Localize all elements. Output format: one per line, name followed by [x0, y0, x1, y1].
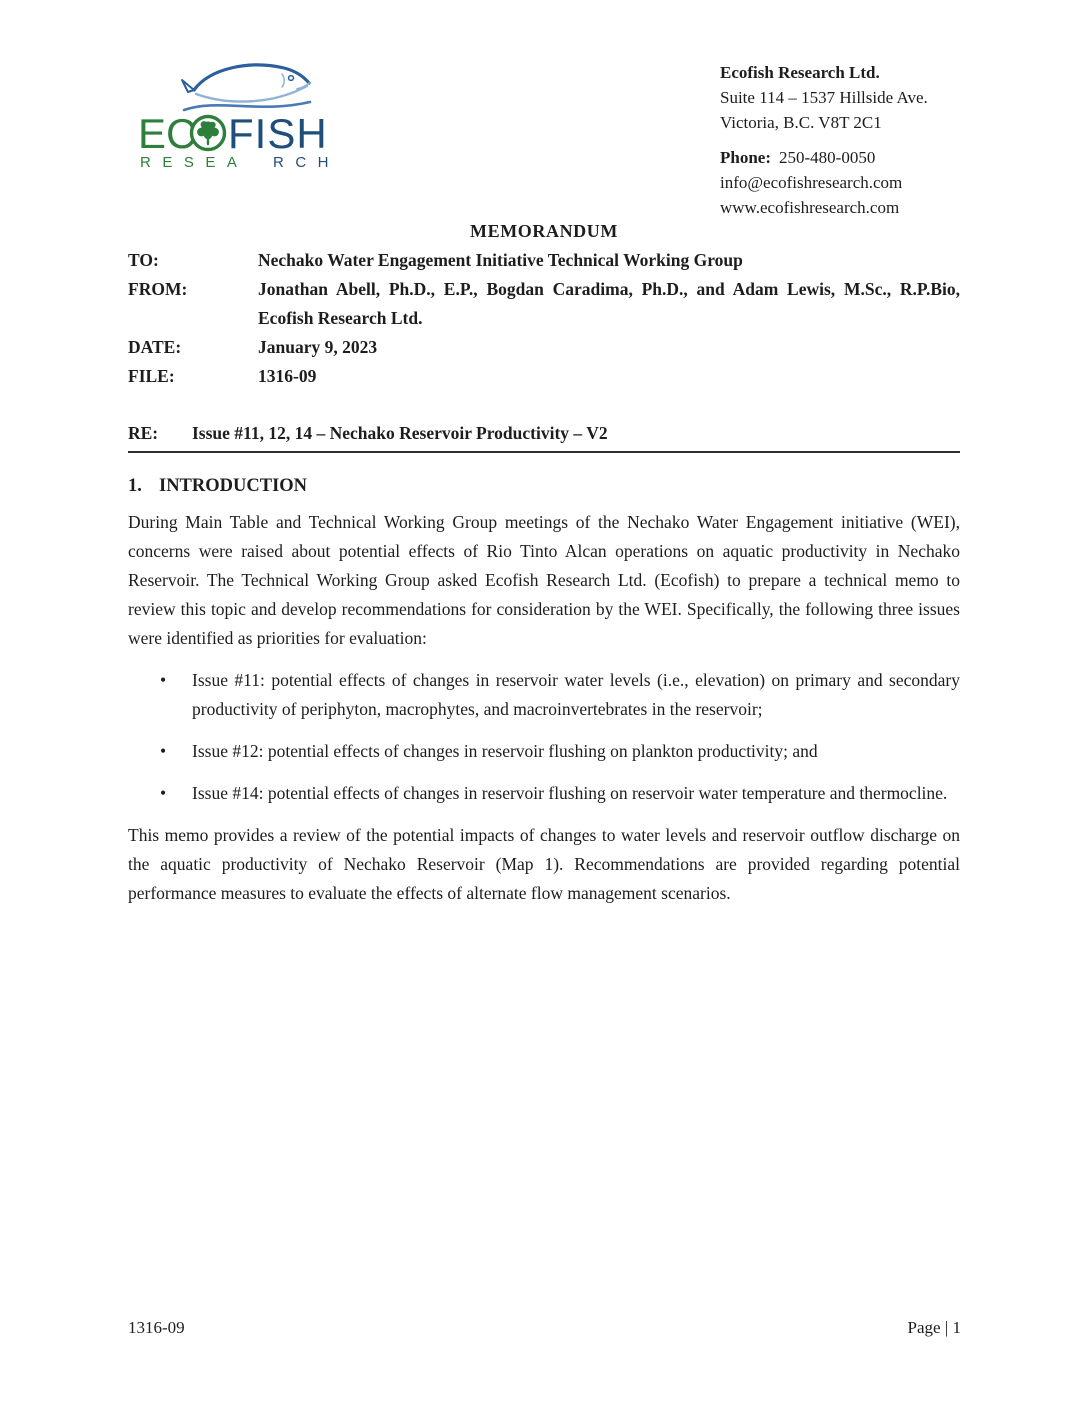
- field-value-to: Nechako Water Engagement Initiative Technical Working Group: [258, 250, 743, 270]
- ecofish-logo: [138, 52, 348, 172]
- phone-number: 250-480-0050: [779, 148, 876, 167]
- memo-content: [128, 217, 960, 908]
- bullet-icon: •: [160, 670, 167, 690]
- intro-paragraph: During Main Table and Technical Working Group meetings of the Nechako Water Engagement initiative (WEI), concerns were raised about potential effects of Rio Tinto Alcan operations on aquatic productivity in Nechako Reservoir. The Technical Working Group asked Ecofish Research Ltd. (Ecofish) to prepare a technical memo to review this topic and develop recommendations for consideration by the WEI. Specifically, the following three issues were identified as priorities for evaluation:: [128, 512, 960, 648]
- research-line: [140, 154, 340, 171]
- company-name: Ecofish Research Ltd.: [720, 63, 880, 82]
- memo-title: MEMORANDUM: [470, 221, 618, 241]
- address-line-1: Suite 114 – 1537 Hillside Ave.: [720, 88, 928, 107]
- field-row-from: [128, 275, 960, 333]
- footer-page-number: Page | 1: [907, 1318, 961, 1337]
- field-row-to: [128, 246, 960, 275]
- field-label-from: FROM:: [128, 279, 188, 299]
- field-value-date: January 9, 2023: [258, 337, 378, 357]
- list-item-text: Issue #12: potential effects of changes in reservoir flushing on plankton productivity; and: [192, 741, 818, 761]
- list-item-issue-12: [128, 737, 960, 766]
- page-footer: [128, 1318, 961, 1338]
- address-line-2: Victoria, B.C. V8T 2C1: [720, 113, 882, 132]
- footer-file-number: 1316-09: [128, 1318, 185, 1337]
- bullet-icon: •: [160, 783, 167, 803]
- field-label-date: DATE:: [128, 337, 182, 357]
- ecofish-logo-graphic: [138, 52, 348, 172]
- research-right: RCH: [273, 154, 340, 171]
- wordmark: [138, 110, 328, 157]
- contact-block: [720, 60, 928, 220]
- section-title: INTRODUCTION: [159, 476, 308, 496]
- re-label: RE:: [128, 423, 159, 443]
- research-left: RESEA: [140, 154, 249, 171]
- list-item-issue-11: [128, 666, 960, 724]
- field-row-file: [128, 362, 960, 391]
- fish-icon: [182, 65, 310, 110]
- list-item-text: Issue #11: potential effects of changes in reservoir water levels (i.e., elevation) on primary and secondary productivity of periphyton, macrophytes, and macroinvertebrates in the reservoir;: [192, 670, 960, 719]
- tree-icon: [192, 117, 225, 150]
- section-heading-introduction: [128, 471, 960, 501]
- phone-row: [720, 145, 928, 170]
- website-url: www.ecofishresearch.com: [720, 198, 900, 217]
- section-number: 1.: [128, 476, 142, 496]
- list-item-text: Issue #14: potential effects of changes in reservoir flushing on reservoir water temperature and thermocline.: [192, 783, 948, 803]
- wordmark-fish: FISH: [228, 110, 328, 157]
- wordmark-ec: EC: [138, 110, 197, 157]
- bullet-icon: •: [160, 741, 167, 761]
- phone-label: Phone:: [720, 148, 771, 167]
- memo-fields: [128, 246, 960, 391]
- field-row-date: [128, 333, 960, 362]
- field-label-to: TO:: [128, 250, 159, 270]
- re-subject-row: [128, 419, 960, 453]
- re-subject: Issue #11, 12, 14 – Nechako Reservoir Productivity – V2: [192, 423, 608, 443]
- email-address: info@ecofishresearch.com: [720, 173, 903, 192]
- issues-bullet-list: [128, 666, 960, 808]
- closing-paragraph: This memo provides a review of the potential impacts of changes to water levels and reservoir outflow discharge on the aquatic productivity of Nechako Reservoir (Map 1). Recommendations are provided regarding potential performance measures to evaluate the effects of alternate flow management scenarios.: [128, 825, 960, 903]
- list-item-issue-14: [128, 779, 960, 808]
- field-value-from: Jonathan Abell, Ph.D., E.P., Bogdan Caradima, Ph.D., and Adam Lewis, M.Sc., R.P.Bio, Ecofish Research Ltd.: [258, 279, 960, 328]
- field-value-file: 1316-09: [258, 366, 317, 386]
- field-label-file: FILE:: [128, 366, 175, 386]
